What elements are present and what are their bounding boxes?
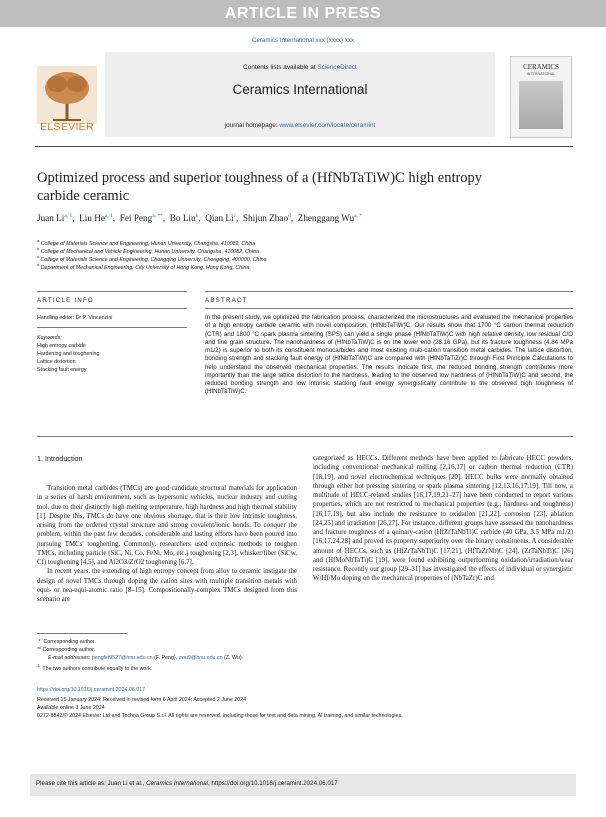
footnote-emails: E-mail addresses: pengfei9527@hnu.edu.cn (F. Peng), zwu9@hnu.edu.cn (Z. Wu).	[48, 655, 244, 661]
section-heading-introduction: 1. Introduction	[37, 454, 83, 463]
doi-link[interactable]: https://doi.org/10.1016/j.ceramint.2024.06.017	[37, 687, 146, 693]
homepage-prefix: journal homepage:	[224, 122, 280, 129]
affiliation: $^b$ College of Mechanical and Vehicle Engineering, Hunan University, Changsha, 410082, China	[37, 246, 259, 255]
keyword: Hardening and toughening	[37, 351, 100, 357]
body-left-column	[37, 484, 297, 604]
footnote-rule	[37, 633, 127, 634]
article-in-press-banner: ARTICLE IN PRESS	[0, 0, 606, 27]
email-link[interactable]: pengfei9527@hnu.edu.cn	[91, 655, 153, 661]
doi-line	[37, 687, 145, 693]
cover-image	[519, 81, 563, 129]
author[interactable]: Qian Li$^c$	[205, 213, 236, 224]
keyword: Stacking fault energy	[37, 367, 87, 373]
author[interactable]: Shijun Zhao$^d$	[242, 213, 291, 224]
journal-cover-thumbnail[interactable]	[510, 56, 572, 138]
author[interactable]: Fei Peng$^{a, **}$	[119, 213, 163, 224]
header-rule	[35, 146, 573, 147]
email-link[interactable]: zwu9@hnu.edu.cn	[178, 655, 223, 661]
author[interactable]: Bo Liu$^b$	[169, 213, 199, 224]
abstract-text: In the present study, we optimized the fabrication process, characterized the microstructures and evaluated the mechanical properties of a high entropy carbide ceramic with novel composition, (HfNbTaTiW)C. Our results show that 1700 °C carbon thermal reduction (CTR) and 1800 °C spark plasma sintering (SPS) can yield a single phase (HfNbTaTiW)C with high relative density, low residual C/O and fine grain structure. The nanohardness of (HfNbTaTiW)C is on the lower end (28.16 GPa), but its fracture toughness (4.84 MPa m1/2) is superior to both its constituent monocarbides and most existing multi-cation transition metal carbides. The lattice distortion, bonding strength and stacking fault energy of (HfNbTaTiW)C are compared with (HfNbTaTiZr)C through First Principle Calculations to help understand the observed mechanical properties. The results indicate first, the reduced bonding strength contributes more importantly than the large lattice distortion to the hardness, leading to the observed low hardness of (HfNbTaTiW)C and second, the reduced bonding strength and low intrinsic stacking fault energy synergistically contribute to the observed high toughness of (HfNbTaTiW)C.	[205, 314, 573, 396]
article-title: Optimized process and superior toughness of a (HfNbTaTiW)C high entropy carbide ceramic	[37, 170, 483, 204]
sciencedirect-link[interactable]: ScienceDirect	[317, 64, 357, 71]
citation-text: Please cite this article as: Juan Li et al., Ceramics International, https://doi.org/10.1016/j.ceramint.2024.06.017	[36, 780, 338, 787]
author[interactable]: Zhenggang $Wu^{a, *}$	[297, 213, 363, 224]
abstract-rule-top	[205, 291, 573, 292]
keyword: High entropy carbide	[37, 343, 86, 349]
elsevier-wordmark: ELSEVIER	[40, 121, 94, 133]
editor-rule	[37, 327, 187, 328]
body-right-column	[313, 454, 573, 584]
paragraph: categorized as HECCs. Different methods have been applied to fabricate HECC powders, including conventional mechanical milling [2,16,17] or carbon thermal reduction (CTR) [18,19], and novel electrochemical techniques [20]. HECC bulks were normally obtained through either hot pressing sintering or spark plasma sintering [12,13,16,17,19]. Till now, a multitude of HECC-related studies [16,17,19,21–27] have been conducted to report various properties, which are not restricted to mechanical properties (e.g., hardness and toughness) [16,17,19], but also include the resistance to oxidation [21,22], corrosion [23], ablation [24,25] and irradiation [26,27]. For instance, different groups have assessed the nanohardness and fracture toughness of a quinary-cation (HfZrTaNbTi)C carbide (40 GPa, 3.5 MPa m1/2) [16,17,24,28] and proved its property superiority over the binary constituents. A considerable amount of HECCs, such as (HfZrTaNbTi)C [17,21], (HfTaZrNb)C [24], (ZrTaNbTi)C [26] and (HfMoNbTaTi)C [19], were found exhibiting outperforming oxidation/irradiation/wear resistance. Recently our group [29–31] has investigated the effects of individual or synergistic W/Hf/Mo doping on the mechanical properties of (NbTaZr)C and	[313, 455, 573, 583]
abstract-rule-mid	[205, 308, 573, 309]
cover-title: CERAMICS	[523, 63, 559, 71]
info-rule-top	[37, 291, 187, 292]
article-info-heading: ARTICLE INFO	[37, 297, 94, 304]
author[interactable]: Liu He$^{a, 1}$	[79, 213, 113, 224]
journal-reference[interactable]: Ceramics International xxx (xxxx) xxx	[251, 37, 355, 44]
affiliation: $^c$ College of Materials Science and Engineering, Chongqing University, Chongqing, 400000, China	[37, 254, 267, 263]
contents-line	[105, 64, 495, 71]
copyright: 0272-8842/© 2024 Elsevier Ltd and Techna Group S.r.l. All rights are reserved, including those for text and data mining, AI training, and similar technologies.	[37, 713, 403, 719]
homepage-link[interactable]: www.elsevier.com/locate/ceramint	[279, 122, 376, 129]
author-list: Juan Li$^{a, 1}$, Liu He$^{a, 1}$, Fei Peng$^{a, **}$, Bo Liu$^b$, Qian Li$^c$, Shijun Zhao$^d$, Zhenggang $Wu^{a, *}$	[37, 213, 363, 224]
keyword: Lattice distortion	[37, 359, 76, 365]
contents-prefix: Contents lists available at	[243, 64, 318, 71]
keywords-label: Keywords:	[37, 335, 62, 341]
footnote-equal-contribution: $^1$ The two authors contribute equally to the work.	[37, 663, 153, 672]
citation-doi-link[interactable]: , https://doi.org/10.1016/j.ceramint.2024.06.017	[207, 780, 338, 787]
received-dates: Received 15 January 2024; Received in revised form 6 April 2024; Accepted 2 June 2024	[37, 697, 247, 703]
homepage-line	[105, 122, 495, 129]
citation-box	[30, 774, 576, 796]
author[interactable]: Juan Li$^{a, 1}$	[37, 213, 73, 224]
abstract-heading: ABSTRACT	[205, 297, 248, 304]
journal-masthead	[105, 52, 495, 137]
paragraph: Transition metal carbides (TMCs) are good candidate structural materials for application in a series of harsh environment, such as hypersonic vehicles, nuclear industry and cutting tool, due to their distinctly high melting temperature, high hardness and high thermal stability [1]. Despite this, TMCs do have one obvious shortage, that is their low intrinsic toughness, arising from the ordered crystal structure and strong covalent/ionic bonds. To conquer the problem, within the past few decades, considerable and lasting efforts have been poured into pursuing TMCs' toughening. Commonly, researchers used extrinsic methods to toughen TMCs, including particle (SiC, Ni, Co, FeNi, Mo, etc.) toughening [2,3], whisker/fiber (SiCw, Cf) toughening [4,5], and Al2O3/ZrO2 toughening [6,7].	[37, 485, 297, 566]
abstract-rule-bottom	[37, 436, 573, 437]
handling-editor: Handling editor: Dr P. Vincenzini	[37, 315, 113, 321]
footnote-corresponding: ** Corresponding author.	[37, 647, 96, 653]
footnote-corresponding: * Corresponding author.	[37, 639, 96, 645]
available-online: Available online 3 June 2024	[37, 705, 105, 711]
cover-subtitle: INTERNATIONAL	[526, 72, 556, 76]
info-rule-mid	[37, 308, 187, 309]
journal-title: Ceramics International	[232, 82, 368, 97]
affiliation: $^a$ College of Materials Science and Engineering, Hunan University, Changsha, 410082, China	[37, 238, 256, 247]
affiliation: $^d$ Department of Mechanical Engineering, City University of Hong Kong, Hong Kong, China	[37, 262, 250, 271]
paragraph: In recent years, the extending of high entropy concept from alloy to ceramic instigate the design of novel TMCs through doping the cation sites with multiple transition metals with equi- or nea-equi-atomic ratio [8–15]. Compositionally-complex TMCs designed from this scenario are	[37, 568, 297, 603]
journal-header	[35, 52, 573, 137]
